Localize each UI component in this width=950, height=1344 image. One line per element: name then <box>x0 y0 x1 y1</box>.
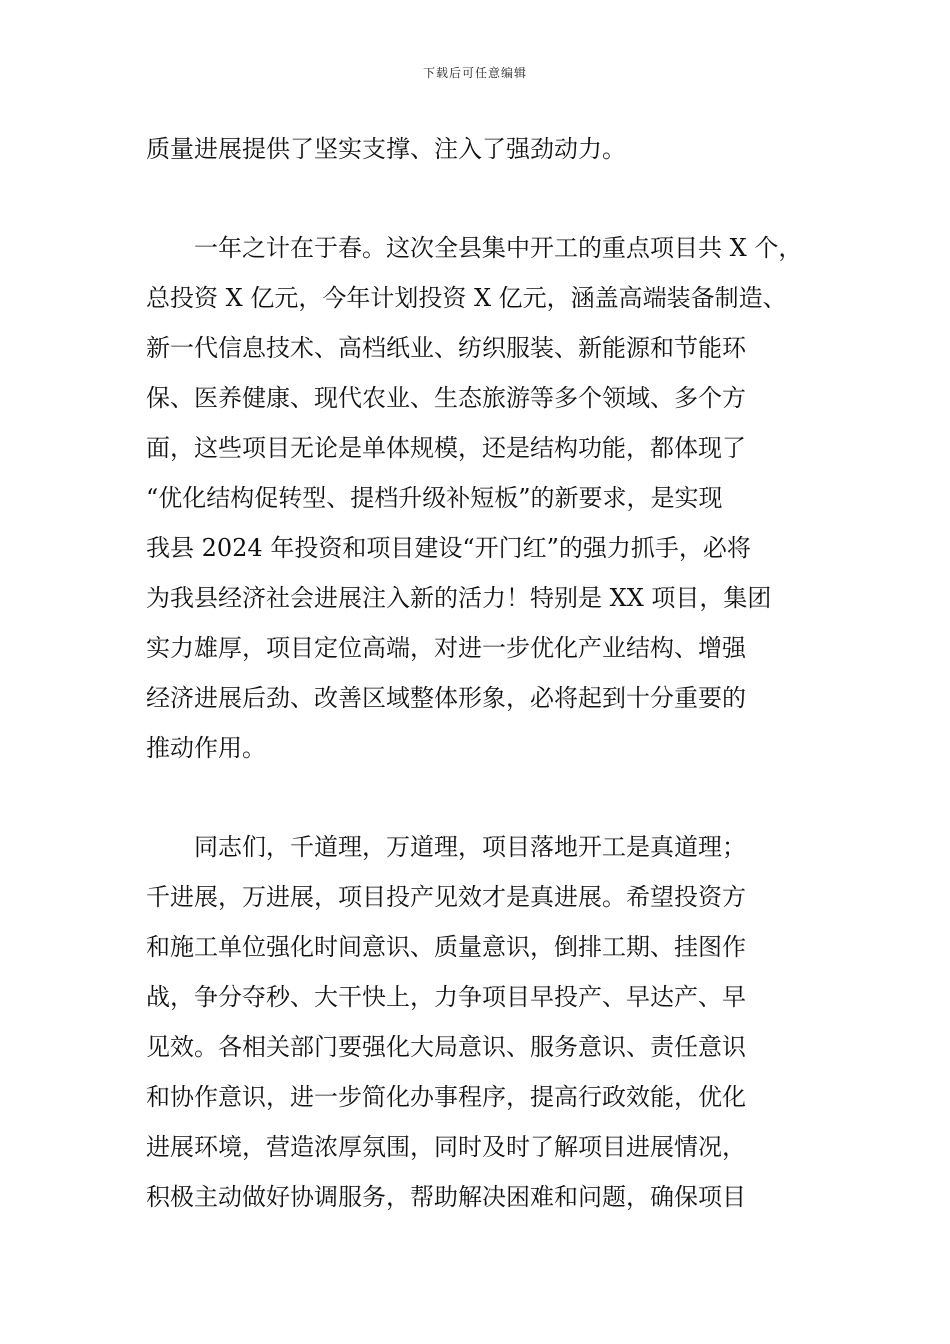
text-line: 进展环境，营造浓厚氛围，同时及时了解项目进展情况， <box>146 1133 746 1161</box>
text-line: 实力雄厚，项目定位高端，对进一步优化产业结构、增强 <box>146 634 746 662</box>
text-line: 见效。各相关部门要强化大局意识、服务意识、责任意识 <box>146 1033 746 1061</box>
text-line: 我县 2024 年投资和项目建设“开门红”的强力抓手，必将 <box>146 534 751 562</box>
text-line: 同志们，千道理，万道理，项目落地开工是真道理； <box>194 833 746 861</box>
text-line: 战，争分夺秒、大干快上，力争项目早投产、早达产、早 <box>146 983 746 1011</box>
text-line: 经济进展后劲、改善区域整体形象，必将起到十分重要的 <box>146 684 746 712</box>
text-line: 新一代信息技术、高档纸业、纺织服装、新能源和节能环 <box>146 334 746 362</box>
text-line: 积极主动做好协调服务，帮助解决困难和问题，确保项目 <box>146 1183 746 1211</box>
text-line: 质量进展提供了坚实支撑、注入了强劲动力。 <box>146 135 626 163</box>
text-line: 和施工单位强化时间意识、质量意识，倒排工期、挂图作 <box>146 933 746 961</box>
text-line: 千进展，万进展，项目投产见效才是真进展。希望投资方 <box>146 883 746 911</box>
text-line: 为我县经济社会进展注入新的活力！特别是 XX 项目，集团 <box>146 584 772 612</box>
text-line: 总投资 X 亿元，今年计划投资 X 亿元，涵盖高端装备制造、 <box>146 284 787 312</box>
text-line: 和协作意识，进一步简化办事程序，提高行政效能，优化 <box>146 1083 746 1111</box>
text-line: 保、医养健康、现代农业、生态旅游等多个领域、多个方 <box>146 384 746 412</box>
page-header: 下载后可任意编辑 <box>422 66 527 80</box>
text-line: 推动作用。 <box>146 734 266 762</box>
text-line: 面，这些项目无论是单体规模，还是结构功能，都体现了 <box>146 434 746 462</box>
text-line: “优化结构促转型、提档升级补短板”的新要求，是实现 <box>146 484 723 512</box>
text-line: 一年之计在于春。这次全县集中开工的重点项目共 X 个， <box>194 234 803 262</box>
